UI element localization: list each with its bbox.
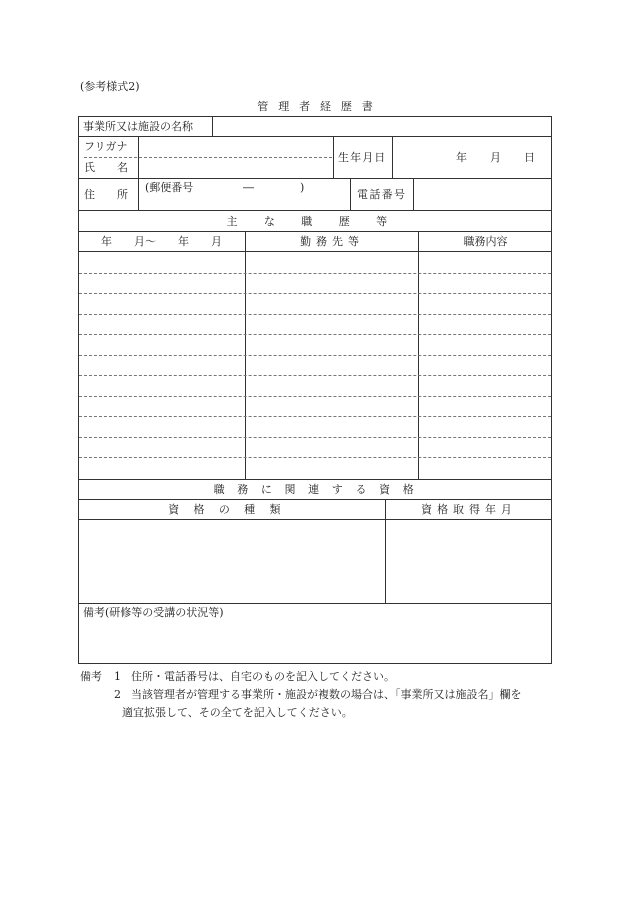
name-label: 氏 名 [84, 161, 128, 174]
career-col-duties: 職務内容 [463, 235, 508, 248]
address-label: 住 所 [84, 188, 128, 201]
birth-date-field[interactable] [393, 137, 551, 177]
birth-month-unit: 月 [490, 151, 501, 164]
name-field[interactable] [139, 158, 332, 177]
career-header: 主な職歴等 [226, 215, 414, 228]
birth-label: 生年月日 [338, 151, 387, 164]
notes-label: 備考 [80, 670, 102, 683]
birth-day-unit: 日 [524, 151, 535, 164]
office-name-label: 事業所又は施設の名称 [83, 120, 193, 133]
furigana-label: フリガナ [84, 140, 128, 153]
office-name-field[interactable] [213, 117, 551, 135]
postal-dash: ― [243, 181, 254, 194]
furigana-field[interactable] [139, 137, 332, 156]
address-field[interactable] [139, 179, 349, 209]
postal-close: ) [300, 181, 305, 194]
note-text: 住所・電話番号は、自宅のものを記入してください。 [131, 670, 395, 683]
form-label: (参考様式2) [80, 80, 140, 93]
note-number: 2 [114, 688, 121, 701]
qualification-col-date: 資格取得年月 [421, 503, 517, 516]
note-number: 1 [114, 670, 121, 683]
postal-label: (郵便番号 [145, 181, 194, 194]
note-continuation: 適宜拡張して、その全てを記入してください。 [122, 706, 353, 719]
phone-field[interactable] [414, 179, 551, 209]
qualification-type-field[interactable] [79, 520, 384, 602]
career-history-area[interactable] [79, 252, 551, 478]
qualification-date-field[interactable] [386, 520, 551, 602]
remarks-field[interactable] [79, 622, 551, 663]
page-title: 管理者経歴書 [257, 100, 383, 113]
note-text: 当該管理者が管理する事業所・施設が複数の場合は、「事業所又は施設名」欄を [131, 688, 522, 701]
qualification-col-type: 資格の種類 [168, 503, 295, 516]
birth-year-unit: 年 [456, 151, 467, 164]
remarks-label: 備考(研修等の受講の状況等) [83, 606, 224, 619]
career-col-period: 年 月～ 年 月 [101, 235, 222, 248]
career-col-workplace: 勤務先等 [300, 235, 364, 248]
qualification-header: 職務に関連する資格 [213, 483, 427, 496]
phone-label: 電話番号 [357, 188, 407, 201]
